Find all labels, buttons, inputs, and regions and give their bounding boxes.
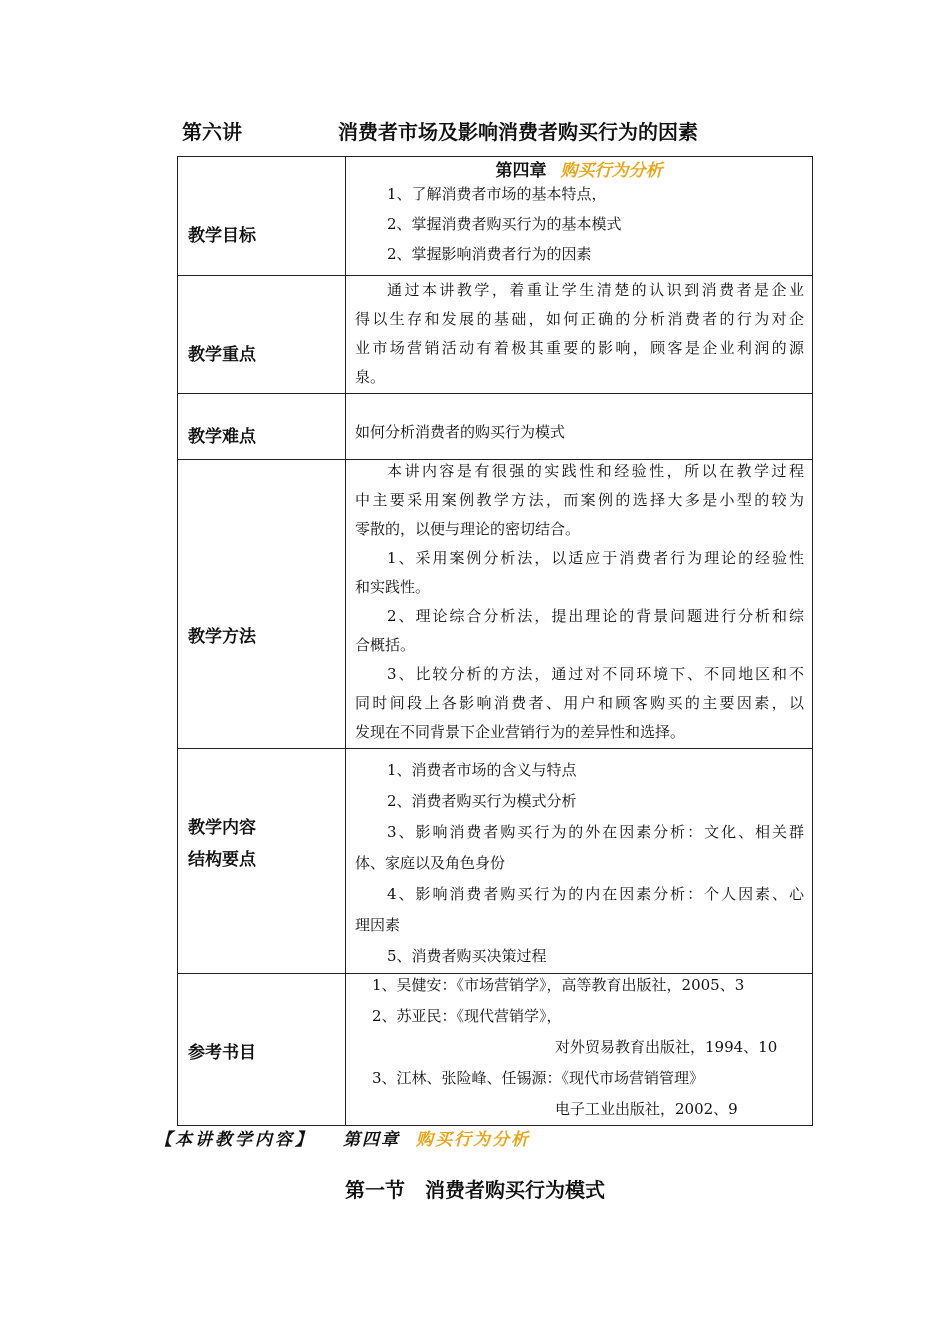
content-line: 2、消费者购买行为模式分析 — [387, 792, 577, 810]
row-content-cell — [346, 276, 812, 393]
content-line: 和实践性。 — [355, 578, 431, 596]
content-line: 通过本讲教学，着重让学生清楚的认识到消费者是企业 — [387, 281, 804, 299]
lecture-title — [182, 116, 822, 148]
row-label: 参考书目 — [188, 1043, 256, 1063]
section-bracket-label: 【本讲教学内容】 — [155, 1130, 315, 1150]
content-line: 体、家庭以及角色身份 — [355, 854, 506, 872]
chapter-label: 第四章 — [495, 161, 547, 181]
content-line: 零散的，以便与理论的密切结合。 — [355, 520, 581, 538]
lecture-heading: 消费者市场及影响消费者购买行为的因素 — [338, 120, 698, 144]
content-line: 2、苏亚民：《现代营销学》， — [372, 1007, 562, 1025]
content-line: 合概括。 — [355, 636, 416, 654]
row-label: 教学方法 — [188, 627, 256, 647]
content-line: 3、江林、张险峰、任锡源：《现代市场营销管理》 — [372, 1069, 705, 1087]
content-line: 对外贸易教育出版社，1994、10 — [555, 1038, 778, 1056]
content-line: 1、消费者市场的含义与特点 — [387, 761, 577, 779]
content-line: 业市场营销活动有着极其重要的影响，顾客是企业利润的源 — [355, 339, 804, 357]
row-content-cell — [346, 157, 812, 275]
row-label: 教学重点 — [188, 345, 256, 365]
row-label-cell — [178, 749, 346, 973]
lecture-number: 第六讲 — [182, 120, 242, 144]
row-label-cell — [178, 394, 346, 459]
table-row-objectives — [178, 157, 812, 275]
content-line: 中主要采用案例教学方法，而案例的选择大多是小型的较为 — [355, 491, 804, 509]
content-line: 泉。 — [355, 368, 386, 386]
content-line: 发现在不同背景下企业营销行为的差异性和选择。 — [355, 723, 686, 741]
content-line: 电子工业出版社，2002、9 — [555, 1100, 738, 1118]
content-line: 1、吴健安：《市场营销学》，高等教育出版社，2005、3 — [372, 976, 745, 994]
table-row-references — [178, 973, 812, 1125]
lesson-plan-table — [177, 156, 813, 1126]
content-line: 理因素 — [355, 916, 401, 934]
subsection-title: 第一节 消费者购买行为模式 — [345, 1178, 605, 1202]
table-row-content-structure — [178, 748, 812, 973]
content-line: 3、影响消费者购买行为的外在因素分析：文化、相关群 — [387, 823, 804, 841]
row-label: 教学难点 — [188, 427, 256, 447]
content-line: 1、采用案例分析法，以适应于消费者行为理论的经验性 — [387, 549, 804, 567]
content-line: 同时间段上各影响消费者、用户和顾客购买的主要因素，以 — [355, 694, 804, 712]
content-line: 5、消费者购买决策过程 — [387, 947, 547, 965]
section-chapter-label: 第四章 — [343, 1130, 400, 1150]
row-content-cell — [346, 460, 812, 748]
content-line: 得以生存和发展的基础，如何正确的分析消费者的行为对企 — [355, 310, 804, 328]
row-content-cell — [346, 974, 812, 1125]
row-label-cell — [178, 157, 346, 275]
row-label-cell — [178, 276, 346, 393]
content-line: 2、掌握消费者购买行为的基本模式 — [387, 215, 622, 233]
content-line: 1、了解消费者市场的基本特点， — [387, 185, 607, 203]
table-row-methods — [178, 459, 812, 748]
row-label-cell — [178, 460, 346, 748]
section-chapter-title: 购买行为分析 — [416, 1130, 530, 1150]
content-line: 如何分析消费者的购买行为模式 — [355, 423, 566, 441]
row-label: 教学内容 — [188, 818, 256, 838]
content-line: 3、比较分析的方法，通过对不同环境下、不同地区和不 — [387, 665, 804, 683]
row-label-line2: 结构要点 — [188, 850, 256, 870]
row-content-cell — [346, 749, 812, 973]
row-content-cell — [346, 394, 812, 459]
content-line: 4、影响消费者购买行为的内在因素分析：个人因素、心 — [387, 885, 804, 903]
table-row-key-points — [178, 275, 812, 393]
content-line: 2、理论综合分析法，提出理论的背景问题进行分析和综 — [387, 607, 804, 625]
chapter-title: 购买行为分析 — [560, 161, 663, 181]
row-label: 教学目标 — [188, 226, 256, 246]
lecture-content-heading — [155, 1125, 530, 1155]
table-row-difficulties — [178, 393, 812, 459]
row-label-cell — [178, 974, 346, 1125]
content-line: 本讲内容是有很强的实践性和经验性，所以在教学过程 — [387, 462, 804, 480]
content-line: 2、掌握影响消费者行为的因素 — [387, 245, 592, 263]
